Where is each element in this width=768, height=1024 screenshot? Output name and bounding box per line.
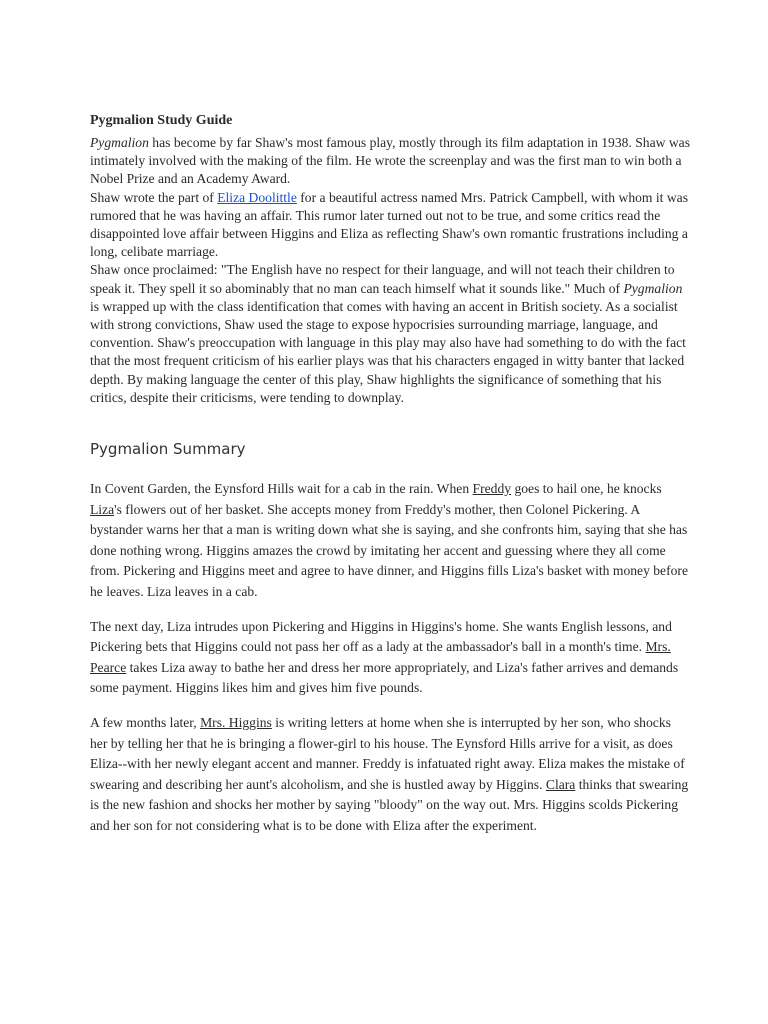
intro-paragraph-2	[90, 189, 690, 262]
summary-p1-text-3: 's flowers out of her basket. She accepts money from Freddy's mother, then Colonel Pickering. A bystander warns her that a man is writing down what she is saying, and she confronts him, saying that she has done nothing wrong. Higgins amazes the crowd by imitating her accent and guessing where they all come from. Pickering and Higgins meet and agree to have dinner, and Higgins fills Liza's basket with money before he leaves. Liza leaves in a cab.	[90, 501, 688, 600]
page-title: Pygmalion Study Guide	[90, 113, 233, 128]
intro-paragraph-3	[90, 261, 690, 407]
summary-p1-text-1: In Covent Garden, the Eynsford Hills wait for a cab in the rain. When	[90, 481, 473, 497]
summary-paragraph-2	[90, 617, 690, 699]
summary-p2-text-2: takes Liza away to bathe her and dress her more appropriately, and Liza's father arrives and demands some payment. Higgins likes him and gives him five pounds.	[90, 659, 679, 696]
summary-paragraph-3	[90, 713, 690, 837]
intro-paragraph-2-after: for a beautiful actress named Mrs. Patrick Campbell, with whom it was rumored that he was having an affair. This rumor later turned out not to be true, and some critics read the disappointed love affair between Higgins and Eliza as reflecting Shaw's own romantic frustrations including a long, celibate marriage.	[90, 189, 688, 260]
summary-p1-text-2: goes to hail one, he knocks	[511, 481, 662, 497]
play-title-italic-2: Pygmalion	[623, 280, 683, 296]
clara-link[interactable]: Clara	[545, 776, 576, 792]
mrs-higgins-link[interactable]: Mrs. Higgins	[200, 714, 272, 730]
liza-link[interactable]: Liza	[90, 501, 115, 517]
intro-paragraph-3-after: is wrapped up with the class identification that comes with having an accent in British society. As a socialist with strong convictions, Shaw used the stage to expose hypocrisies surrounding marriage, language, and convention. Shaw's preoccupation with language in this play may also have had something to do with the fact that the most frequent criticism of his earlier plays was that his characters engaged in witty banter that lacked depth. By making language the center of this play, Shaw highlights the significance of something that his critics, despite their criticisms, were tending to downplay.	[90, 298, 686, 405]
mrs-pearce-link[interactable]: Mrs. Pearce	[90, 639, 671, 675]
intro-paragraph-3-before: Shaw once proclaimed: "The English have no respect for their language, and will not teach their children to speak it. They spell it so abominably that no man can teach himself what it sounds like." Much of	[90, 262, 675, 296]
intro-section	[90, 134, 690, 407]
summary-p2-text-1: The next day, Liza intrudes upon Pickering and Higgins in Higgins's home. She wants English lessons, and Pickering bets that Higgins could not pass her off as a lady at the ambassador's ball in a month's time.	[90, 618, 672, 655]
summary-p3-text-3: thinks that swearing is the new fashion and shocks her mother by saying "bloody" on the way out. Mrs. Higgins scolds Pickering and her son for not considering what is to be done with Eliza after the experiment.	[90, 776, 689, 833]
summary-p3-text-2: is writing letters at home when she is interrupted by her son, who shocks her by telling her that he is bringing a flower-girl to his house. The Eynsford Hills arrive for a visit, as does Eliza--with her newly elegant accent and manner. Freddy is infatuated right away. Eliza makes the mistake of swearing and describing her aunt's alcoholism, and she is hustled away by Higgins.	[90, 714, 685, 792]
intro-paragraph-1-text: has become by far Shaw's most famous play, mostly through its film adaptation in 1938. Shaw was intimately involved with the making of the film. He wrote the screenplay and was the first man to win both a Nobel Prize and an Academy Award.	[90, 135, 690, 187]
intro-paragraph-1	[90, 134, 690, 189]
eliza-doolittle-link[interactable]: Eliza Doolittle	[217, 189, 297, 205]
document-page	[90, 112, 690, 851]
summary-p3-text-1: A few months later,	[90, 714, 201, 730]
summary-paragraph-1	[90, 479, 690, 603]
summary-heading: Pygmalion Summary	[90, 440, 246, 459]
play-title-italic: Pygmalion	[90, 135, 149, 150]
intro-paragraph-2-before: Shaw wrote the part of	[90, 189, 218, 205]
freddy-link[interactable]: Freddy	[472, 481, 512, 497]
